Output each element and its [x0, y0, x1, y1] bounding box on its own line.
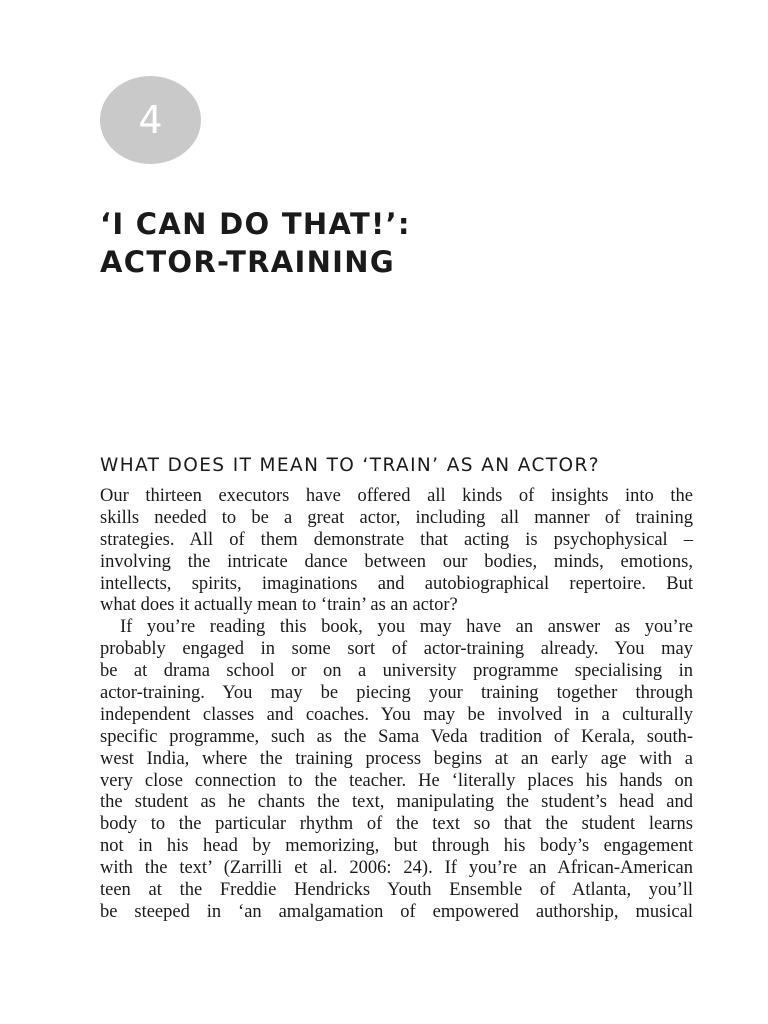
- text-line: independent classes and coaches. You may be involved in a culturally: [100, 704, 693, 725]
- paragraph: [100, 617, 693, 923]
- chapter-number: 4: [138, 98, 163, 142]
- chapter-number-badge: [100, 76, 201, 164]
- text-line: very close connection to the teacher. He ‘literally places his hands on: [100, 770, 693, 791]
- chapter-title-line: ‘I CAN DO THAT!’:: [100, 207, 411, 241]
- text-line: not in his head by memorizing, but through his body’s engagement: [100, 836, 693, 857]
- text-line: probably engaged in some sort of actor-training already. You may: [100, 639, 693, 660]
- text-line: strategies. All of them demonstrate that acting is psychophysical –: [100, 529, 693, 550]
- text-line: If you’re reading this book, you may have an answer as you’re: [120, 617, 693, 638]
- text-line: be steeped in ‘an amalgamation of empowered authorship, musical: [100, 901, 693, 922]
- body-text: [100, 486, 693, 924]
- text-line: west India, where the training process begins at an early age with a: [100, 748, 693, 769]
- text-line: body to the particular rhythm of the text so that the student learns: [100, 814, 693, 835]
- section-heading: WHAT DOES IT MEAN TO ‘TRAIN’ AS AN ACTOR?: [100, 455, 600, 476]
- text-line: with the text’ (Zarrilli et al. 2006: 24). If you’re an African-American: [100, 858, 693, 879]
- text-line: teen at the Freddie Hendricks Youth Ensemble of Atlanta, you’ll: [100, 880, 693, 901]
- text-line: intellects, spirits, imaginations and autobiographical repertoire. But: [100, 573, 693, 594]
- text-line: skills needed to be a great actor, including all manner of training: [100, 507, 693, 528]
- text-line: specific programme, such as the Sama Veda tradition of Kerala, south-: [100, 726, 693, 747]
- paragraph: [100, 486, 693, 617]
- text-line: involving the intricate dance between our bodies, minds, emotions,: [100, 551, 693, 572]
- text-line: Our thirteen executors have offered all kinds of insights into the: [100, 486, 693, 506]
- text-line: be at drama school or on a university programme specialising in: [100, 661, 693, 682]
- text-line: actor-training. You may be piecing your training together through: [100, 683, 693, 704]
- chapter-title: [100, 205, 700, 281]
- chapter-title-line: ACTOR-TRAINING: [100, 245, 395, 279]
- text-line: what does it actually mean to ‘train’ as an actor?: [100, 595, 458, 616]
- text-line: the student as he chants the text, manipulating the student’s head and: [100, 792, 693, 813]
